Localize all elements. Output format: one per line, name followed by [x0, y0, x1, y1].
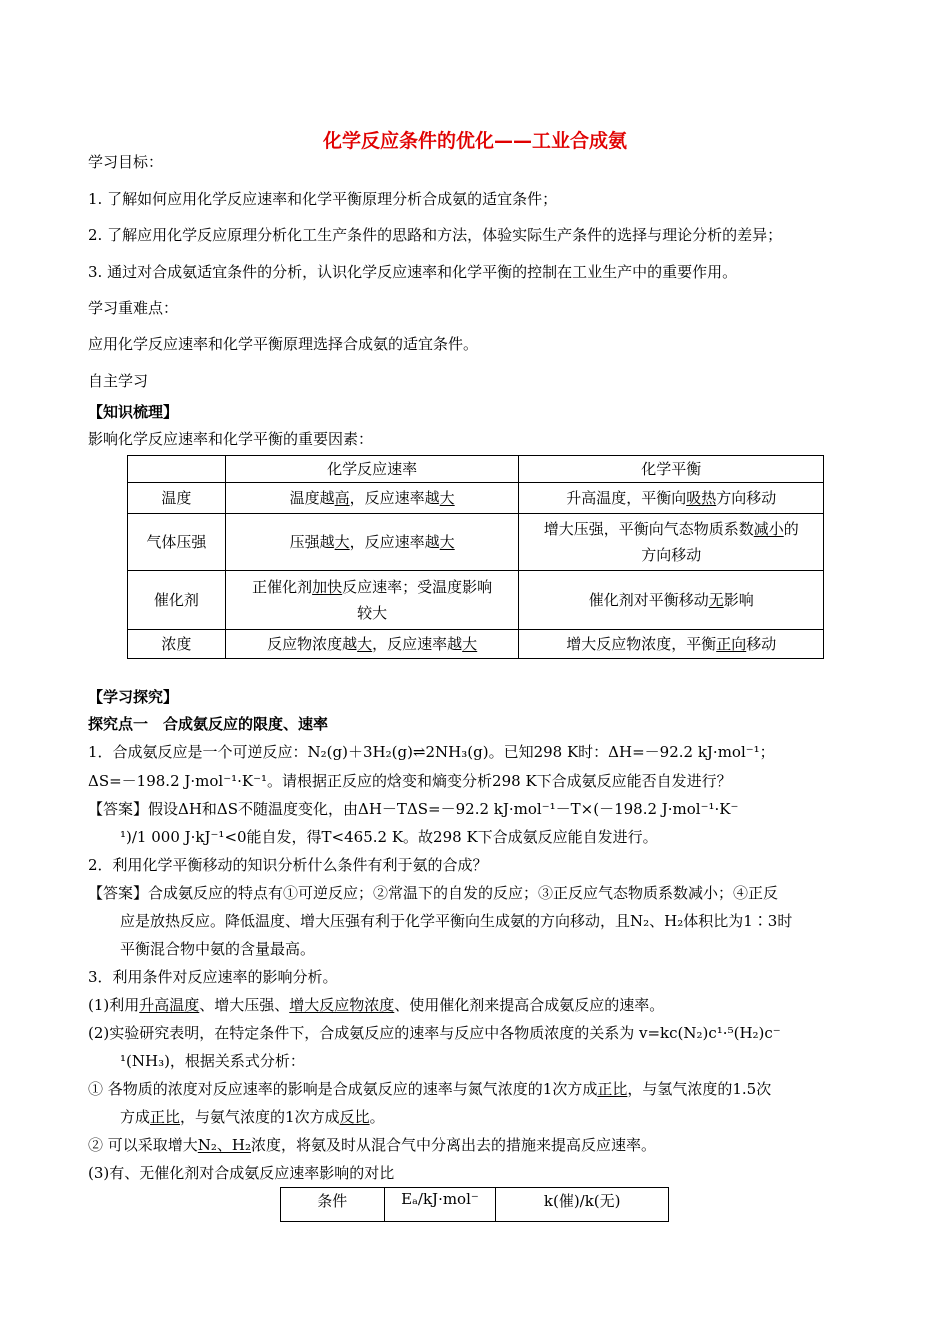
- question-3: 3．利用条件对反应速率的影响分析。: [88, 968, 338, 986]
- conclusion-1: ① 各物质的浓度对反应速率的影响是合成氨反应的速率与氮气浓度的1次方成正比，与氢气浓度的1.5次: [88, 1080, 772, 1098]
- equilibrium-cell: 升高温度，平衡向吸热方向移动: [519, 483, 824, 514]
- key-text: 应用化学反应速率和化学平衡原理选择合成氨的适宜条件。: [88, 335, 479, 353]
- factor-cell: 浓度: [128, 630, 226, 659]
- knowledge-heading: 【知识梳理】: [88, 403, 179, 421]
- question-2: 2．利用化学平衡移动的知识分析什么条件有利于氨的合成？: [88, 856, 488, 874]
- table-header-cell: 条件: [281, 1188, 385, 1222]
- key-heading: 学习重难点：: [88, 299, 179, 317]
- table-header-cell: Eₐ/kJ·mol⁻: [384, 1188, 496, 1222]
- factors-table: [127, 455, 824, 659]
- question-1: 1．合成氨反应是一个可逆反应：N₂(g)＋3H₂(g)⇌2NH₃(g)。已知298 K时：ΔH=－92.2 kJ·mol⁻¹；: [88, 743, 775, 761]
- answer-2-cont: 平衡混合物中氨的含量最高。: [120, 940, 316, 958]
- explore-heading: 【学习探究】: [88, 688, 179, 706]
- factor-cell: 温度: [128, 483, 226, 514]
- answer-1-cont: ¹)/1 000 J·kJ⁻¹<0能自发，得T<465.2 K。故298 K下合成氨反应能自发进行。: [120, 828, 658, 846]
- question-1-cont: ΔS=－198.2 J·mol⁻¹·K⁻¹。请根据正反应的焓变和熵变分析298 K下合成氨反应能否自发进行？: [88, 772, 732, 790]
- factors-intro: 影响化学反应速率和化学平衡的重要因素：: [88, 430, 374, 448]
- goal-item: 3. 通过对合成氨适宜条件的分析，认识化学反应速率和化学平衡的控制在工业生产中的重要作用。: [88, 263, 738, 281]
- table-header-cell: [128, 456, 226, 483]
- answer-2: 【答案】合成氨反应的特点有①可逆反应；②常温下的自发的反应；③正反应气态物质系数减小；④正反: [88, 884, 779, 902]
- table-header-cell: 化学反应速率: [225, 456, 519, 483]
- table-row: [128, 483, 824, 514]
- table-row: [128, 514, 824, 571]
- rate-cell: 反应物浓度越大，反应速率越大: [225, 630, 519, 659]
- rate-cell: 正催化剂加快反应速率；受温度影响 较大: [225, 571, 519, 630]
- factor-cell: 气体压强: [128, 514, 226, 571]
- equilibrium-cell: 催化剂对平衡移动无影响: [519, 571, 824, 630]
- rate-cell: 压强越大，反应速率越大: [225, 514, 519, 571]
- question-3-2-cont: ¹(NH₃)，根据关系式分析：: [120, 1052, 305, 1070]
- equilibrium-cell: 增大压强，平衡向气态物质系数减小的 方向移动: [519, 514, 824, 571]
- factor-cell: 催化剂: [128, 571, 226, 630]
- question-3-3: (3)有、无催化剂对合成氨反应速率影响的对比: [88, 1164, 395, 1182]
- table-row: [128, 630, 824, 659]
- table-row: [128, 571, 824, 630]
- goal-item: 2. 了解应用化学反应原理分析化工生产条件的思路和方法，体验实际生产条件的选择与理论分析的差异；: [88, 226, 783, 244]
- point1-heading: 探究点一 合成氨反应的限度、速率: [88, 715, 329, 733]
- table-header-cell: k(催)/k(无): [496, 1188, 669, 1222]
- catalyst-table: [280, 1187, 669, 1222]
- page-title: 化学反应条件的优化——工业合成氨: [322, 130, 627, 152]
- goals-heading: 学习目标：: [88, 153, 164, 171]
- self-study-heading: 自主学习: [88, 372, 149, 390]
- answer-1: 【答案】假设ΔH和ΔS不随温度变化，由ΔH－TΔS=－92.2 kJ·mol⁻¹－T×(－198.2 J·mol⁻¹·K⁻: [88, 800, 739, 818]
- table-header-row: [128, 456, 824, 483]
- answer-2-cont: 应是放热反应。降低温度、增大压强有利于化学平衡向生成氨的方向移动，且N₂、H₂体积比为1∶3时: [120, 912, 793, 930]
- conclusion-1-cont: 方成正比，与氨气浓度的1次方成反比。: [120, 1108, 385, 1126]
- question-3-2: (2)实验研究表明，在特定条件下，合成氨反应的速率与反应中各物质浓度的关系为 v=kc(N₂)c¹·⁵(H₂)c⁻: [88, 1024, 781, 1042]
- table-header-cell: 化学平衡: [519, 456, 824, 483]
- equilibrium-cell: 增大反应物浓度，平衡正向移动: [519, 630, 824, 659]
- goal-item: 1. 了解如何应用化学反应速率和化学平衡原理分析合成氨的适宜条件；: [88, 190, 558, 208]
- conclusion-2: ② 可以采取增大N₂、H₂浓度，将氨及时从混合气中分离出去的措施来提高反应速率。: [88, 1136, 657, 1154]
- rate-cell: 温度越高，反应速率越大: [225, 483, 519, 514]
- question-3-1: (1)利用升高温度、增大压强、增大反应物浓度、使用催化剂来提高合成氨反应的速率。: [88, 996, 665, 1014]
- table-header-row: [281, 1188, 669, 1222]
